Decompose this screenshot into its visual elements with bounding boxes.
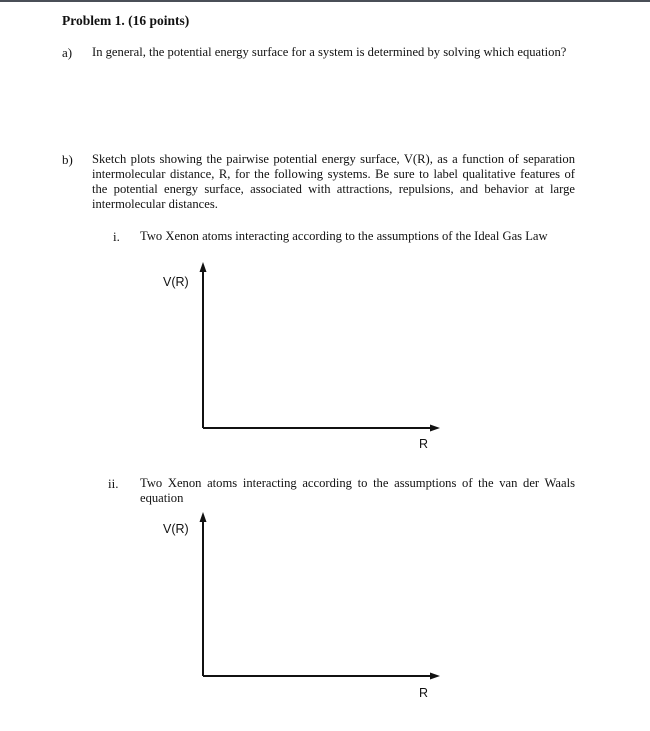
plot-i-y-label: V(R) — [163, 275, 189, 289]
plot-ii-x-arrowhead — [430, 673, 440, 680]
plot-i-x-label: R — [419, 437, 429, 451]
plot-i-axes — [200, 262, 441, 432]
item-i-text: Two Xenon atoms interacting according to the assumptions of the Ideal Gas Law — [140, 229, 548, 243]
item-i-marker: i. — [113, 229, 120, 244]
item-ii-marker: ii. — [108, 476, 119, 491]
problem-title: Problem 1. (16 points) — [62, 13, 190, 28]
part-b-instructions: Sketch plots showing the pairwise potential energy surface, V(R), as a function of separation intermolecular distance, R, for the following systems. Be sure to label qualitative features of the potential energy surface, associated with attractions, repulsions, and behavior at large intermolecular distances. — [92, 152, 575, 211]
plot-ii-x-label: R — [419, 686, 429, 700]
plot-i-x-arrowhead — [430, 425, 440, 432]
part-a-question: In general, the potential energy surface for a system is determined by solving which equation? — [92, 45, 567, 59]
plot-i-y-arrowhead — [200, 262, 207, 272]
item-ii-text: Two Xenon atoms interacting according to the assumptions of the van der Waals equation — [140, 476, 575, 505]
part-a-marker: a) — [62, 45, 73, 60]
plot-ii-y-arrowhead — [200, 512, 207, 522]
part-b-marker: b) — [62, 152, 73, 167]
plot-ii-axes — [200, 512, 441, 680]
plot-ii-y-label: V(R) — [163, 522, 189, 536]
